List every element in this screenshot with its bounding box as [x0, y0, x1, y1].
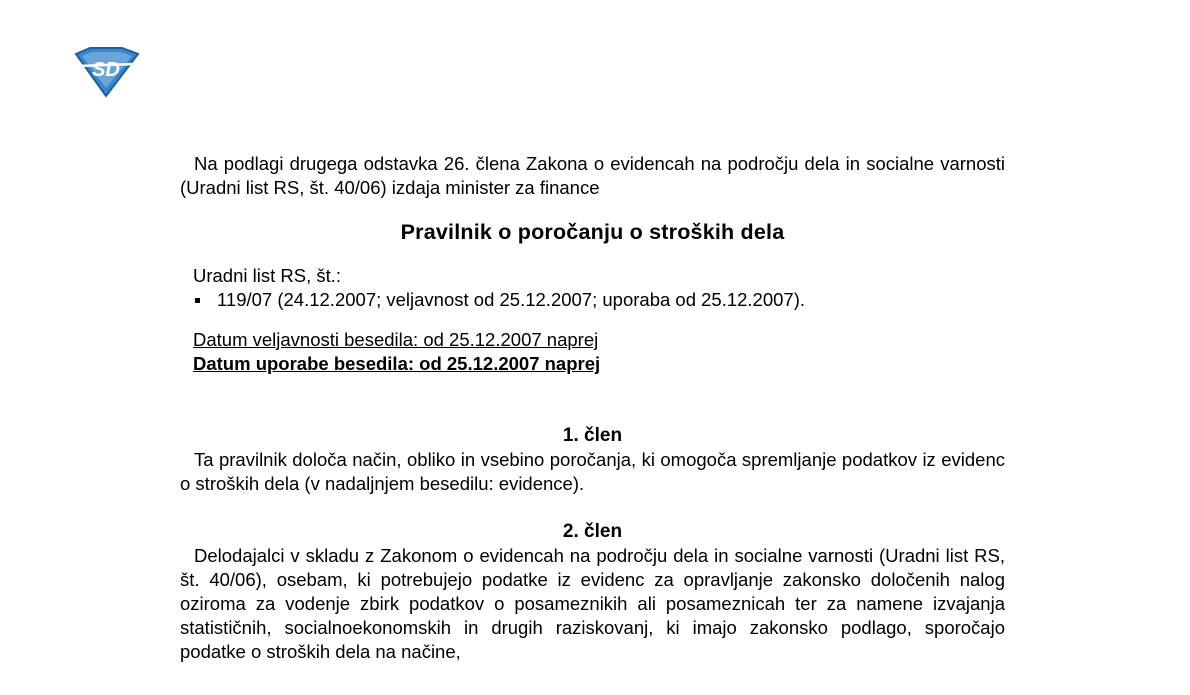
application-date-link[interactable]: Datum uporabe besedila: od 25.12.2007 naprej: [193, 353, 601, 374]
document-body: [180, 152, 1005, 664]
article-1-text: Ta pravilnik določa način, obliko in vsebino poročanja, ki omogoča spremljanje podatkov iz evidenc o stroških dela (v nadaljnjem besedilu: evidence).: [180, 449, 1005, 494]
gazette-label: Uradni list RS, št.:: [193, 265, 342, 286]
gazette-block: [193, 264, 1005, 312]
article-2-text: Delodajalci v skladu z Zakonom o evidencah na področju dela in socialne varnosti (Uradni list RS, št. 40/06), osebam, ki potrebujejo podatke iz evidenc za opravljanje zakonsko določenih nalog oziroma za vodenje zbirk podatkov o posameznikih ali posameznicah ter za namene izvajanja statističnih, socialnoekonomskih in drugih raziskovanj, ki imajo zakonsko podlago, sporočajo podatke o stroških dela na načine,: [180, 545, 1005, 662]
article-1-heading: 1. člen: [562, 425, 623, 446]
document-title: Pravilnik o poročanju o stroških dela: [400, 220, 785, 244]
svg-text:SD: SD: [92, 59, 120, 81]
gazette-list: [193, 288, 1005, 312]
gazette-item: 119/07 (24.12.2007; veljavnost od 25.12.2007; uporaba od 25.12.2007).: [193, 288, 1005, 312]
validity-date-link[interactable]: Datum veljavnosti besedila: od 25.12.2007 naprej: [193, 329, 599, 350]
validity-block: [193, 328, 1005, 376]
sd-shield-logo-icon: [70, 44, 142, 100]
article-2-heading: 2. člen: [562, 521, 623, 542]
intro-paragraph: Na podlagi drugega odstavka 26. člena Zakona o evidencah na področju dela in socialne varnosti (Uradni list RS, št. 40/06) izdaja minister za finance: [180, 153, 1005, 198]
